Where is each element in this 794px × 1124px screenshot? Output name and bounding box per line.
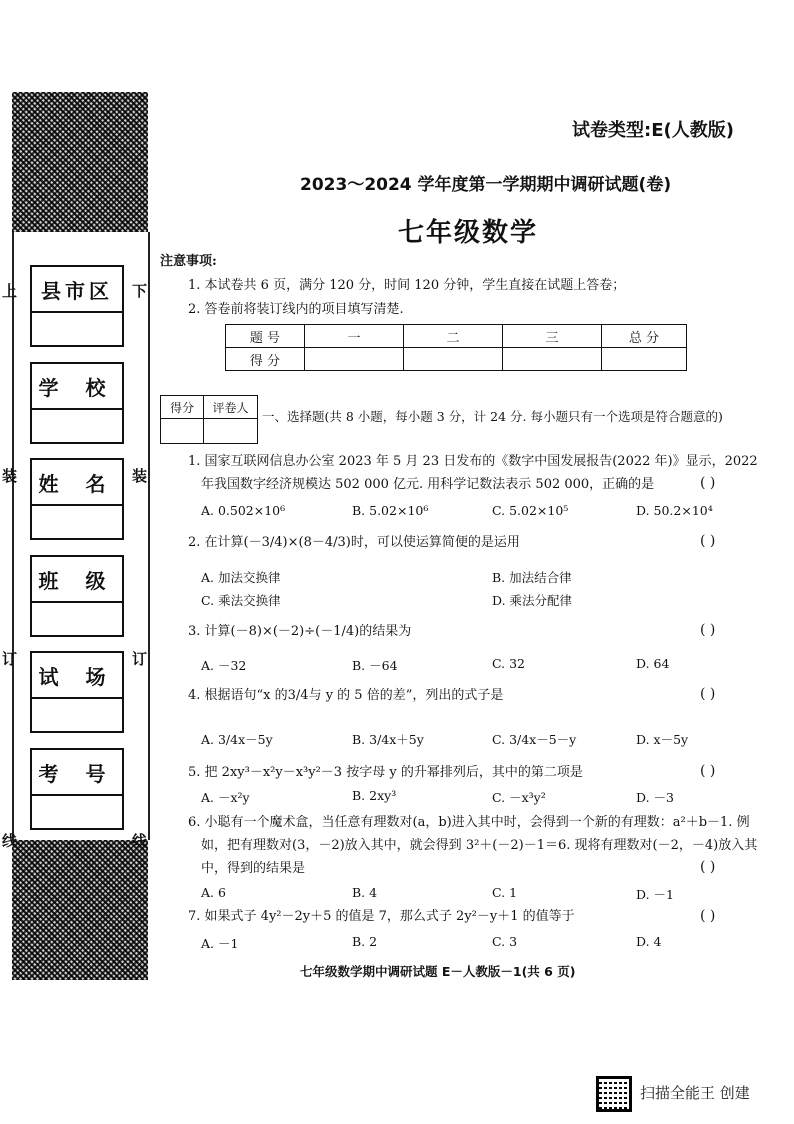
notes-title: 注意事项:: [160, 254, 217, 269]
name-label: 姓 名: [32, 460, 122, 506]
q4-option-a[interactable]: A. 3/4x－5y: [201, 732, 273, 747]
paper-type: 试卷类型:E(人教版): [572, 120, 734, 141]
q1-option-b[interactable]: B. 5.02×10⁶: [352, 503, 429, 518]
grader-name-cell[interactable]: [204, 419, 258, 444]
left-mark-3: 线: [2, 832, 18, 850]
right-mark-2: 订: [132, 650, 148, 668]
q4-answer-paren[interactable]: ( ): [700, 686, 716, 702]
q3-option-b[interactable]: B. －64: [352, 658, 398, 673]
section1-heading: 一、选择题(共 8 小题，每小题 3 分，计 24 分. 每小题只有一个选项是符合题意的): [262, 409, 723, 424]
q4-option-d[interactable]: D. x－5y: [636, 732, 689, 747]
q7-option-b[interactable]: B. 2: [352, 934, 378, 949]
score-cell-1[interactable]: [305, 348, 404, 371]
binding-line-left: [12, 232, 14, 840]
left-mark-1: 装: [2, 467, 18, 485]
grader-name-label: 评卷人: [204, 396, 258, 419]
score-header-1: 一: [305, 325, 404, 348]
school-field[interactable]: [30, 362, 124, 444]
right-mark-0: 下: [132, 282, 148, 300]
q3-line1: 3. 计算(－8)×(－2)÷(－1/4)的结果为: [188, 624, 412, 639]
qr-code-icon: [596, 1076, 632, 1112]
score-row-label: 得 分: [226, 348, 305, 371]
note-1: 1. 本试卷共 6 页，满分 120 分，时间 120 分钟，学生直接在试题上答卷；: [188, 278, 626, 293]
q1-line2: 年我国数字经济规模达 502 000 亿元. 用科学记数法表示 502 000，正确的是: [201, 477, 655, 492]
name-field[interactable]: [30, 458, 124, 540]
score-header-2: 二: [404, 325, 503, 348]
q2-option-a[interactable]: A. 加法交换律: [201, 570, 281, 585]
q7-answer-paren[interactable]: ( ): [700, 908, 716, 924]
q4-option-c[interactable]: C. 3/4x－5－y: [492, 732, 577, 747]
q5-line1: 5. 把 2xy³－x²y－x³y²－3 按字母 y 的升幂排列后，其中的第二项是: [188, 765, 583, 780]
year-title: 2023～2024 学年度第一学期期中调研试题(卷): [300, 175, 672, 195]
q2-answer-paren[interactable]: ( ): [700, 533, 716, 549]
grader-score-cell[interactable]: [161, 419, 204, 444]
q1-option-a[interactable]: A. 0.502×10⁶: [201, 503, 286, 518]
q4-option-b[interactable]: B. 3/4x＋5y: [352, 732, 424, 747]
score-header-total: 总 分: [602, 325, 687, 348]
page-footer: 七年级数学期中调研试题 E－人教版－1(共 6 页): [300, 964, 576, 979]
county-field[interactable]: [30, 265, 124, 347]
q6-option-d[interactable]: D. －1: [636, 887, 674, 902]
class-field[interactable]: [30, 555, 124, 637]
q3-option-a[interactable]: A. －32: [201, 658, 247, 673]
binding-pattern-top: [12, 92, 148, 232]
q3-option-c[interactable]: C. 32: [492, 656, 525, 671]
q3-option-d[interactable]: D. 64: [636, 656, 670, 671]
right-mark-3: 线: [132, 832, 148, 850]
left-mark-0: 上: [2, 282, 18, 300]
right-mark-1: 装: [132, 467, 148, 485]
class-label: 班 级: [32, 557, 122, 603]
q5-option-b[interactable]: B. 2xy³: [352, 788, 397, 803]
q6-option-b[interactable]: B. 4: [352, 885, 378, 900]
q4-line1: 4. 根据语句“x 的3/4与 y 的 5 倍的差”，列出的式子是: [188, 688, 504, 703]
q6-answer-paren[interactable]: ( ): [700, 859, 716, 875]
scanner-watermark: 扫描全能王 创建: [640, 1084, 750, 1102]
left-mark-2: 订: [2, 650, 18, 668]
exam-number-field[interactable]: [30, 748, 124, 830]
q6-line1: 6. 小聪有一个魔术盒，当任意有理数对(a，b)进入其中时，会得到一个新的有理数：a²＋b－1. 例: [188, 815, 750, 830]
q7-option-a[interactable]: A. －1: [201, 936, 239, 951]
q3-answer-paren[interactable]: ( ): [700, 622, 716, 638]
q5-option-a[interactable]: A. －x²y: [201, 790, 250, 805]
q2-line1: 2. 在计算(－3/4)×(8－4/3)时，可以使运算简便的是运用: [188, 535, 520, 550]
score-cell-total[interactable]: [602, 348, 687, 371]
q2-option-b[interactable]: B. 加法结合律: [492, 570, 572, 585]
q5-answer-paren[interactable]: ( ): [700, 763, 716, 779]
note-2: 2. 答卷前将装订线内的项目填写清楚.: [188, 302, 404, 317]
q5-option-c[interactable]: C. －x³y²: [492, 790, 546, 805]
county-label: 县市区: [32, 267, 122, 313]
exam-number-label: 考 号: [32, 750, 122, 796]
binding-line-right: [148, 232, 150, 840]
q1-answer-paren[interactable]: ( ): [700, 475, 716, 491]
q5-option-d[interactable]: D. －3: [636, 790, 674, 805]
exam-room-field[interactable]: [30, 651, 124, 733]
q6-option-a[interactable]: A. 6: [201, 885, 226, 900]
q2-option-c[interactable]: C. 乘法交换律: [201, 593, 281, 608]
binding-pattern-bottom: [12, 840, 148, 980]
school-label: 学 校: [32, 364, 122, 410]
exam-room-label: 试 场: [32, 653, 122, 699]
score-header-3: 三: [503, 325, 602, 348]
q1-option-d[interactable]: D. 50.2×10⁴: [636, 503, 713, 518]
q2-option-d[interactable]: D. 乘法分配律: [492, 593, 573, 608]
grader-score-label: 得分: [161, 396, 204, 419]
score-cell-3[interactable]: [503, 348, 602, 371]
grader-box: [160, 395, 258, 444]
q7-line1: 7. 如果式子 4y²－2y＋5 的值是 7，那么式子 2y²－y＋1 的值等于: [188, 909, 575, 924]
score-table: [225, 324, 687, 371]
q7-option-d[interactable]: D. 4: [636, 934, 662, 949]
score-cell-2[interactable]: [404, 348, 503, 371]
q1-option-c[interactable]: C. 5.02×10⁵: [492, 503, 569, 518]
q6-line2: 如，把有理数对(3，－2)放入其中，就会得到 3²＋(－2)－1＝6. 现将有理数对(－2，－4)放入其: [201, 838, 758, 853]
q1-line1: 1. 国家互联网信息办公室 2023 年 5 月 23 日发布的《数字中国发展报告(2022 年)》显示，2022: [188, 454, 758, 469]
score-header-label: 题 号: [226, 325, 305, 348]
subject-title: 七年级数学: [398, 218, 539, 248]
q7-option-c[interactable]: C. 3: [492, 934, 518, 949]
q6-line3: 中，得到的结果是: [201, 861, 306, 876]
q6-option-c[interactable]: C. 1: [492, 885, 518, 900]
